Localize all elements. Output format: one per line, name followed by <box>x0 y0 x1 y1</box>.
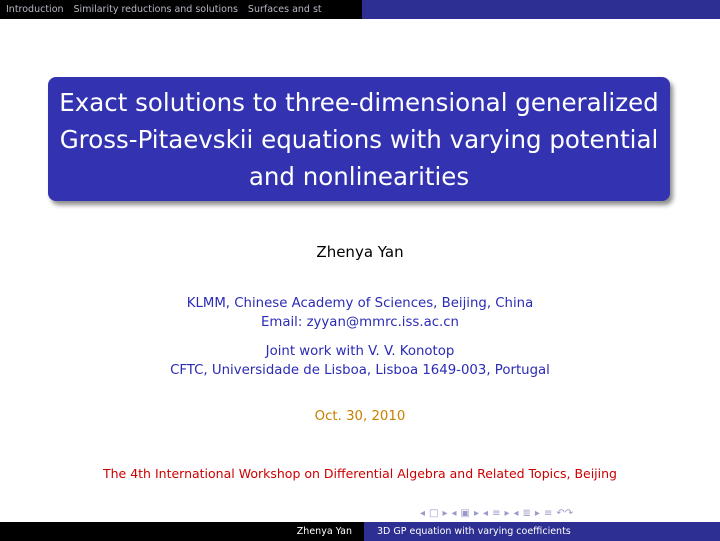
part-prev-icon[interactable]: ◂ <box>513 507 519 519</box>
header-bar <box>0 0 720 19</box>
nav-section-similarity[interactable]: Similarity reductions and solutions <box>73 4 238 15</box>
subsection-next-icon[interactable]: ▸ <box>474 507 480 519</box>
affiliation-email: Email: zyyan@mmrc.iss.ac.cn <box>260 315 459 330</box>
align-icon[interactable]: ≡ <box>543 507 553 519</box>
section-next-icon[interactable]: ▸ <box>504 507 510 519</box>
presentation-date: Oct. 30, 2010 <box>314 409 406 424</box>
nav-section-introduction[interactable]: Introduction <box>6 4 64 15</box>
frame-icon[interactable]: □ <box>429 507 439 519</box>
frame-next-icon[interactable]: ▸ <box>442 507 448 519</box>
section-icon[interactable]: ≡ <box>492 507 501 519</box>
frame-prev-icon[interactable]: ◂ <box>420 507 426 519</box>
title-line-3: and nonlinearities <box>248 161 470 191</box>
beamer-navigation-symbols <box>420 505 720 521</box>
slide-title <box>59 84 659 195</box>
header-bar-right <box>362 0 720 19</box>
conference-name: The 4th International Workshop on Differential Algebra and Related Topics, Beijing <box>102 466 617 481</box>
footer-author: Zhenya Yan <box>0 522 364 541</box>
coauthor-institution: CFTC, Universidade de Lisboa, Lisboa 1649-003, Portugal <box>170 363 550 378</box>
section-nav <box>0 0 362 19</box>
affiliation-block-2 <box>0 342 720 380</box>
footer-short-title: 3D GP equation with varying coefficients <box>364 522 720 541</box>
author-name: Zhenya Yan <box>316 243 404 261</box>
nav-section-surfaces[interactable]: Surfaces and st <box>247 4 322 15</box>
title-box <box>48 77 670 201</box>
title-line-1: Exact solutions to three-dimensional generalized <box>59 87 659 117</box>
section-prev-icon[interactable]: ◂ <box>483 507 489 519</box>
footer-bar <box>0 522 720 541</box>
affiliation-block-1 <box>0 294 720 332</box>
subsection-prev-icon[interactable]: ◂ <box>451 507 457 519</box>
search-icon[interactable]: ↶↷ <box>556 507 574 519</box>
affiliation-institution: KLMM, Chinese Academy of Sciences, Beijing, China <box>186 296 534 311</box>
part-icon[interactable]: ≣ <box>522 507 531 519</box>
title-line-2: Gross-Pitaevskii equations with varying potential <box>59 124 659 154</box>
joint-work-line: Joint work with V. V. Konotop <box>265 344 455 359</box>
part-next-icon[interactable]: ▸ <box>534 507 540 519</box>
subsection-icon[interactable]: ▣ <box>460 507 470 519</box>
